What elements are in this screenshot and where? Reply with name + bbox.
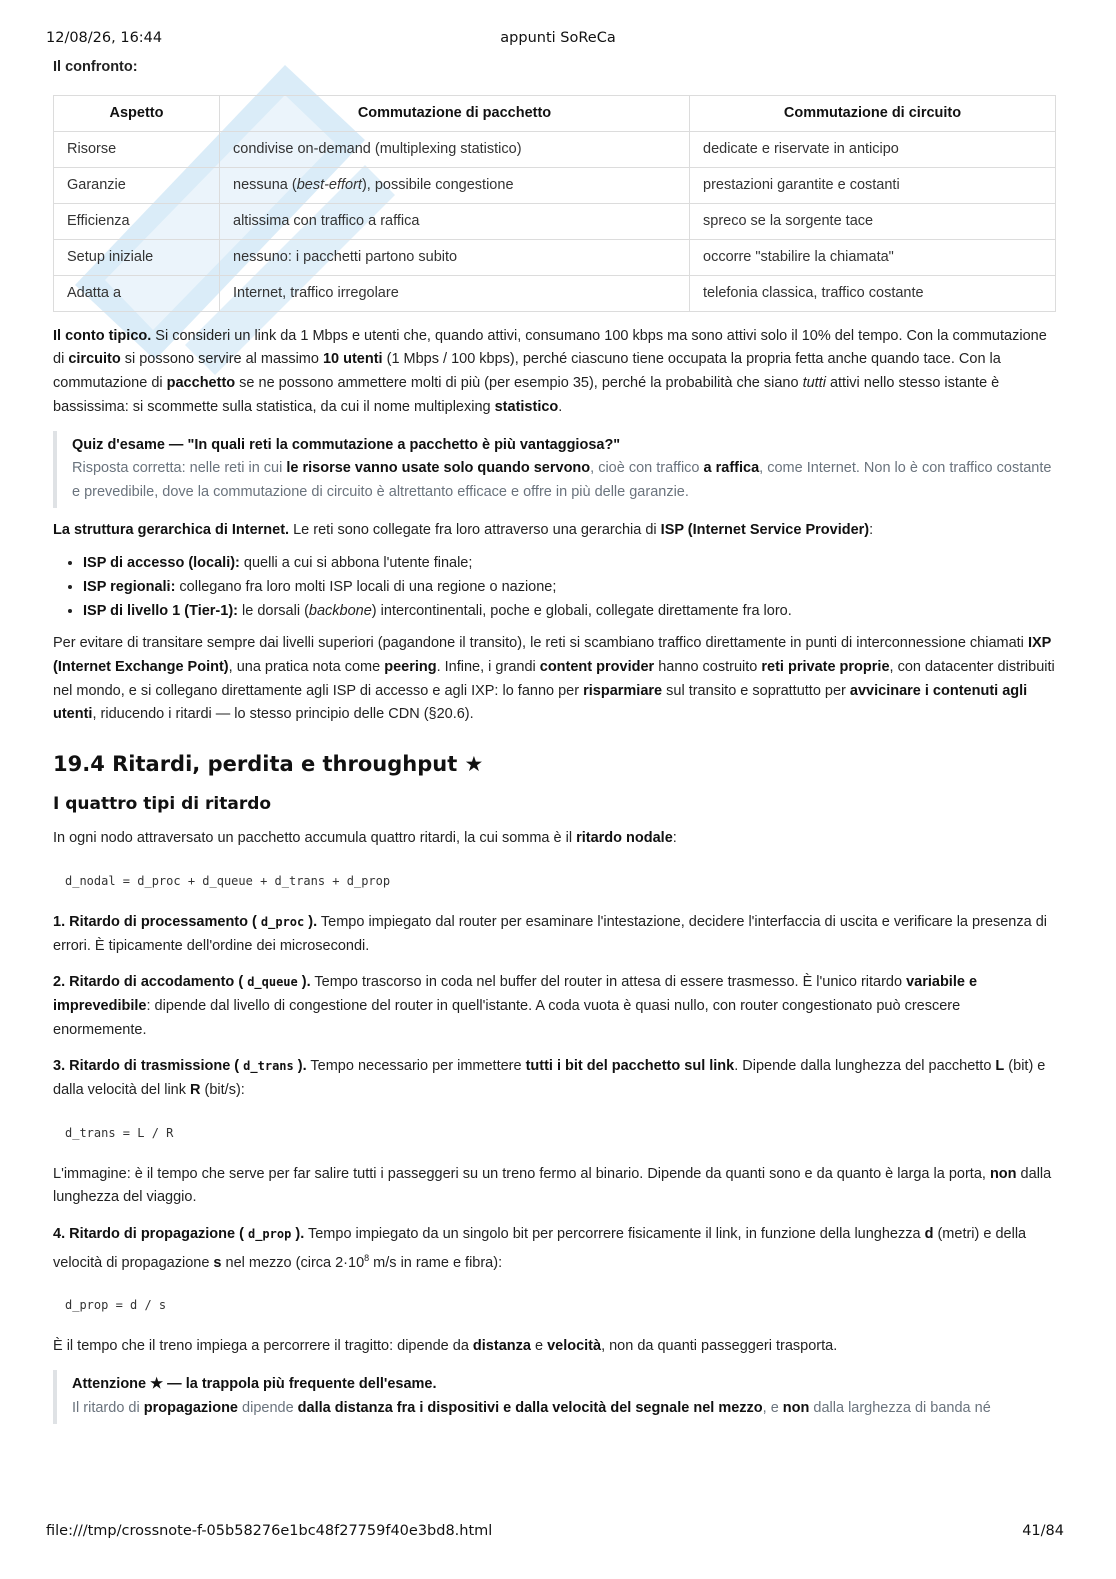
- conto-tipico-paragraph: Il conto tipico. Si consideri un link da 1 Mbps e utenti che, quando attivi, consumano 100 kbps ma sono attivi solo il 10% del tempo. Con la commutazione di circuito si possono servire al massimo 10 utenti (1 Mbps / 100 kbps), perché ciascuno tiene occupata la propria fetta anche quando tace. Con la commutazione di pacchetto se ne possono ammettere molti di più (per esempio 35), perché la probabilità che siano tutti attivi nello stesso istante è bassissima: si scommette sulla statistica, da cui il nome multiplexing statistico.: [53, 327, 1047, 415]
- ritardo-trasmissione: 3. Ritardo di trasmissione ( d_trans ). Tempo necessario per immettere tutti i bit del pacchetto sul link. Dipende dalla lunghezza del pacchetto L (bit) e dalla velocità del link R (bit/s):: [53, 1058, 1046, 1099]
- page-number: 41/84: [1022, 1523, 1064, 1539]
- table-cell: Internet, traffico irregolare: [220, 275, 690, 311]
- struttura-paragraph: La struttura gerarchica di Internet. Le reti sono collegate fra loro attraverso una gerarchia di ISP (Internet Service Provider):: [53, 521, 874, 538]
- table-cell: Risorse: [54, 131, 220, 167]
- table-cell: spreco se la sorgente tace: [690, 203, 1056, 239]
- table-row: [54, 275, 1056, 311]
- table-header-row: [54, 95, 1056, 131]
- attenzione-text: Il ritardo di propagazione dipende dalla distanza fra i dispositivi e dalla velocità del segnale nel mezzo, e non dalla larghezza di banda né: [72, 1399, 991, 1416]
- ritardo-accodamento: 2. Ritardo di accodamento ( d_queue ). Tempo trascorso in coda nel buffer del router in attesa di essere trasmesso. È l'unico ritardo variabile e imprevedibile: dipende dal livello di congestione del router in quell'istante. A coda vuota è quasi nullo, con router congestionato può crescere enormemente.: [53, 974, 978, 1038]
- quiz-title: Quiz d'esame — "In quali reti la commutazione a pacchetto è più vantaggiosa?": [72, 436, 621, 453]
- table-cell: Setup iniziale: [54, 239, 220, 275]
- table-cell: Efficienza: [54, 203, 220, 239]
- table-cell: Adatta a: [54, 275, 220, 311]
- code-block-nodal: d_nodal = d_proc + d_queue + d_trans + d_prop: [65, 873, 391, 888]
- isp-list: [53, 551, 1056, 623]
- ixp-paragraph: Per evitare di transitare sempre dai livelli superiori (pagandone il transito), le reti si scambiano traffico direttamente in punti di interconnessione chiamati IXP (Internet Exchange Point), una pratica nota come peering. Infine, i grandi content provider hanno costruito reti private proprie, con datacenter distribuiti nel mondo, e si collegano direttamente agli ISP di accesso e agli IXP: lo fanno per risparmiare sul transito e soprattutto per avvicinare i contenuti agli utenti, riducendo i ritardi — lo stesso principio delle CDN (§20.6).: [53, 635, 1055, 723]
- table-row: [54, 203, 1056, 239]
- print-title: appunti SoReCa: [500, 30, 616, 46]
- table-cell: prestazioni garantite e costanti: [690, 167, 1056, 203]
- table-header: Commutazione di circuito: [690, 95, 1056, 131]
- print-datetime: 12/08/26, 16:44: [46, 30, 163, 46]
- table-header: Aspetto: [54, 95, 220, 131]
- subsection-heading: I quattro tipi di ritardo: [53, 794, 272, 815]
- table-cell: occorre "stabilire la chiamata": [690, 239, 1056, 275]
- treno-propagazione: È il tempo che il treno impiega a percorrere il tragitto: dipende da distanza e velocità, non da quanti passeggeri trasporta.: [53, 1338, 838, 1355]
- comparison-title: Il confronto:: [53, 59, 138, 75]
- table-cell: condivise on-demand (multiplexing statistico): [220, 131, 690, 167]
- table-cell: dedicate e riservate in anticipo: [690, 131, 1056, 167]
- treno-trasmissione: L'immagine: è il tempo che serve per far salire tutti i passeggeri su un treno fermo al binario. Dipende da quanti sono e da quanto è larga la porta, non dalla lunghezza del viaggio.: [53, 1165, 1052, 1206]
- table-header: Commutazione di pacchetto: [220, 95, 690, 131]
- table-row: [54, 131, 1056, 167]
- table-cell: telefonia classica, traffico costante: [690, 275, 1056, 311]
- section-heading: 19.4 Ritardi, perdita e throughput ★: [53, 752, 484, 777]
- table-row: [54, 239, 1056, 275]
- table-cell: Garanzie: [54, 167, 220, 203]
- ritardo-processamento: 1. Ritardo di processamento ( d_proc ). Tempo impiegato dal router per esaminare l'intestazione, decidere l'interfaccia di uscita e verificare la presenza di errori. È tipicamente dell'ordine dei microsecondi.: [53, 913, 1047, 954]
- print-file-path: file:///tmp/crossnote-f-05b58276e1bc48f27759f40e3bd8.html: [46, 1523, 493, 1539]
- quiz-callout: [53, 431, 1056, 508]
- quiz-answer: Risposta corretta: nelle reti in cui le risorse vanno usate solo quando servono, cioè con traffico a raffica, come Internet. Non lo è con traffico costante e prevedibile, dove la commutazione di circuito è altrettanto efficace e offre in più delle garanzie.: [72, 460, 1052, 500]
- document-body: [53, 56, 1056, 1424]
- table-cell: nessuna (best-effort), possibile congestione: [220, 167, 690, 203]
- list-item: • ISP di livello 1 (Tier-1): le dorsali (backbone) intercontinentali, poche e globali, collegate direttamente fra loro.: [83, 599, 1056, 623]
- table-row: [54, 167, 1056, 203]
- list-item: • ISP di accesso (locali): quelli a cui si abbona l'utente finale;: [83, 551, 1056, 575]
- table-cell: nessuno: i pacchetti partono subito: [220, 239, 690, 275]
- code-block-prop: d_prop = d / s: [65, 1298, 167, 1313]
- ritardo-propagazione: 4. Ritardo di propagazione ( d_prop ). Tempo impiegato da un singolo bit per percorrere fisicamente il link, in funzione della lunghezza d (metri) e della velocità di propagazione s nel mezzo (circa $2\cdot 10^8$ m/s in rame e fibra):: [53, 1226, 1027, 1271]
- attenzione-callout: [53, 1370, 1056, 1423]
- nodale-paragraph: In ogni nodo attraversato un pacchetto accumula quattro ritardi, la cui somma è il ritardo nodale:: [53, 830, 677, 847]
- table-cell: altissima con traffico a raffica: [220, 203, 690, 239]
- list-item: • ISP regionali: collegano fra loro molti ISP locali di una regione o nazione;: [83, 575, 1056, 599]
- attenzione-title: Attenzione ★ — la trappola più frequente dell'esame.: [72, 1376, 437, 1393]
- code-block-trans: d_trans = L / R: [65, 1125, 174, 1140]
- comparison-table: [53, 95, 1056, 312]
